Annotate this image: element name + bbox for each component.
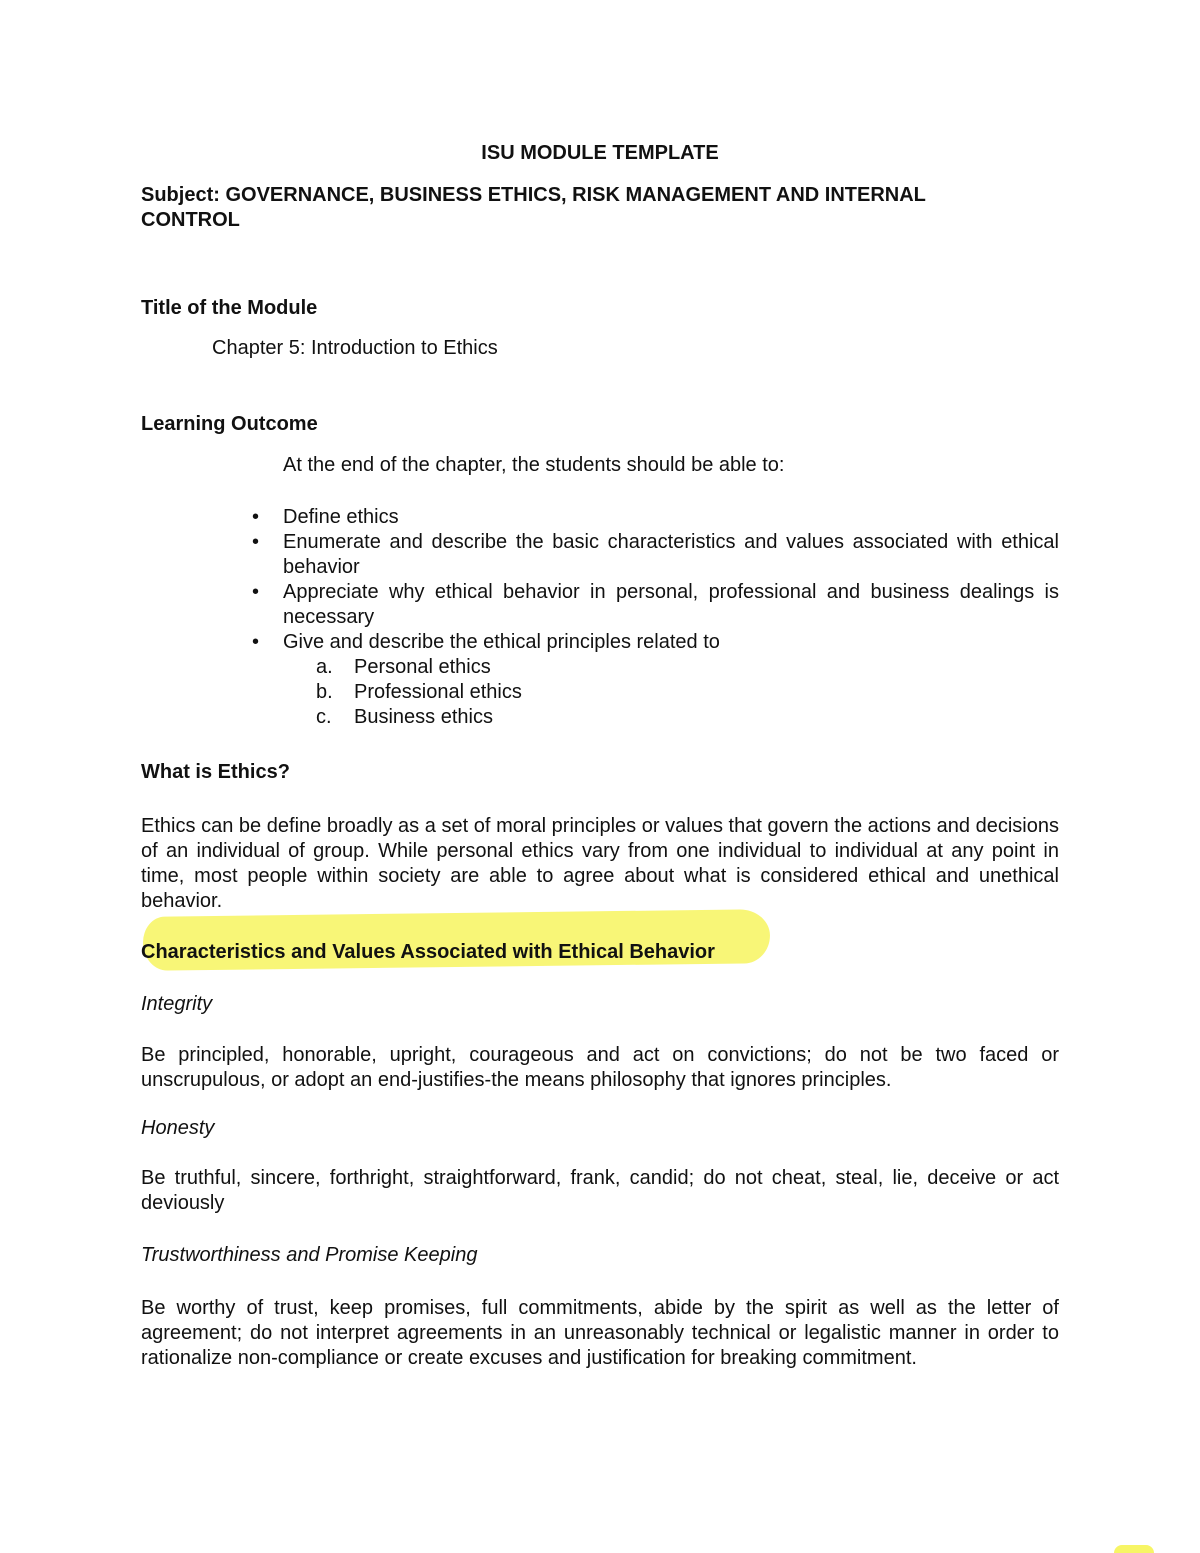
value-description-trustworthiness: Be worthy of trust, keep promises, full commitments, abide by the spirit as well as the letter of agreement; do not interpret agreements in an unreasonably technical or legalistic manner in order to rationalize non-compliance or create excuses and justification for breaking commitment. xyxy=(141,1297,1059,1369)
list-item xyxy=(283,630,1059,730)
module-heading: Title of the Module xyxy=(141,297,318,319)
sub-list-item xyxy=(283,655,1059,680)
outcome-intro: At the end of the chapter, the students should be able to: xyxy=(283,454,785,476)
highlighter-corner-mark xyxy=(1114,1545,1154,1553)
list-marker: a. xyxy=(316,656,333,678)
sub-outcome-list xyxy=(283,655,1059,730)
sub-list-item-text: Business ethics xyxy=(354,706,493,728)
sub-list-item-text: Personal ethics xyxy=(354,656,491,678)
module-title: Chapter 5: Introduction to Ethics xyxy=(212,337,498,359)
characteristics-heading: Characteristics and Values Associated with Ethical Behavior xyxy=(141,941,715,963)
sub-list-item-text: Professional ethics xyxy=(354,681,522,703)
document-title: ISU MODULE TEMPLATE xyxy=(481,142,719,164)
list-item-text: Give and describe the ethical principles related to xyxy=(283,631,720,653)
sub-list-item xyxy=(283,680,1059,705)
value-description-integrity: Be principled, honorable, upright, courageous and act on convictions; do not be two faced or unscrupulous, or adopt an end-justifies-the means philosophy that ignores principles. xyxy=(141,1044,1059,1091)
list-marker: c. xyxy=(316,706,332,728)
outcome-list xyxy=(283,505,1059,730)
outcome-heading: Learning Outcome xyxy=(141,413,318,435)
list-marker: b. xyxy=(316,681,333,703)
ethics-heading: What is Ethics? xyxy=(141,761,290,783)
value-name-integrity: Integrity xyxy=(141,993,213,1015)
sub-list-item xyxy=(283,705,1059,730)
ethics-paragraph: Ethics can be define broadly as a set of moral principles or values that govern the actions and decisions of an individual of group. While personal ethics vary from one individual to individual at any point in time, most people within society are able to agree about what is considered ethical and unethical behavior. xyxy=(141,815,1059,912)
value-name-honesty: Honesty xyxy=(141,1117,215,1139)
subject-line: Subject: GOVERNANCE, BUSINESS ETHICS, RISK MANAGEMENT AND INTERNAL CONTROL xyxy=(141,184,926,231)
value-description-honesty: Be truthful, sincere, forthright, straightforward, frank, candid; do not cheat, steal, lie, deceive or act deviously xyxy=(141,1167,1059,1214)
list-item: • Enumerate and describe the basic characteristics and values associated with ethical behavior xyxy=(283,530,1059,580)
list-item: • Define ethics xyxy=(283,505,1059,530)
list-item: • Appreciate why ethical behavior in personal, professional and business dealings is necessary xyxy=(283,580,1059,630)
value-name-trustworthiness: Trustworthiness and Promise Keeping xyxy=(141,1244,478,1266)
